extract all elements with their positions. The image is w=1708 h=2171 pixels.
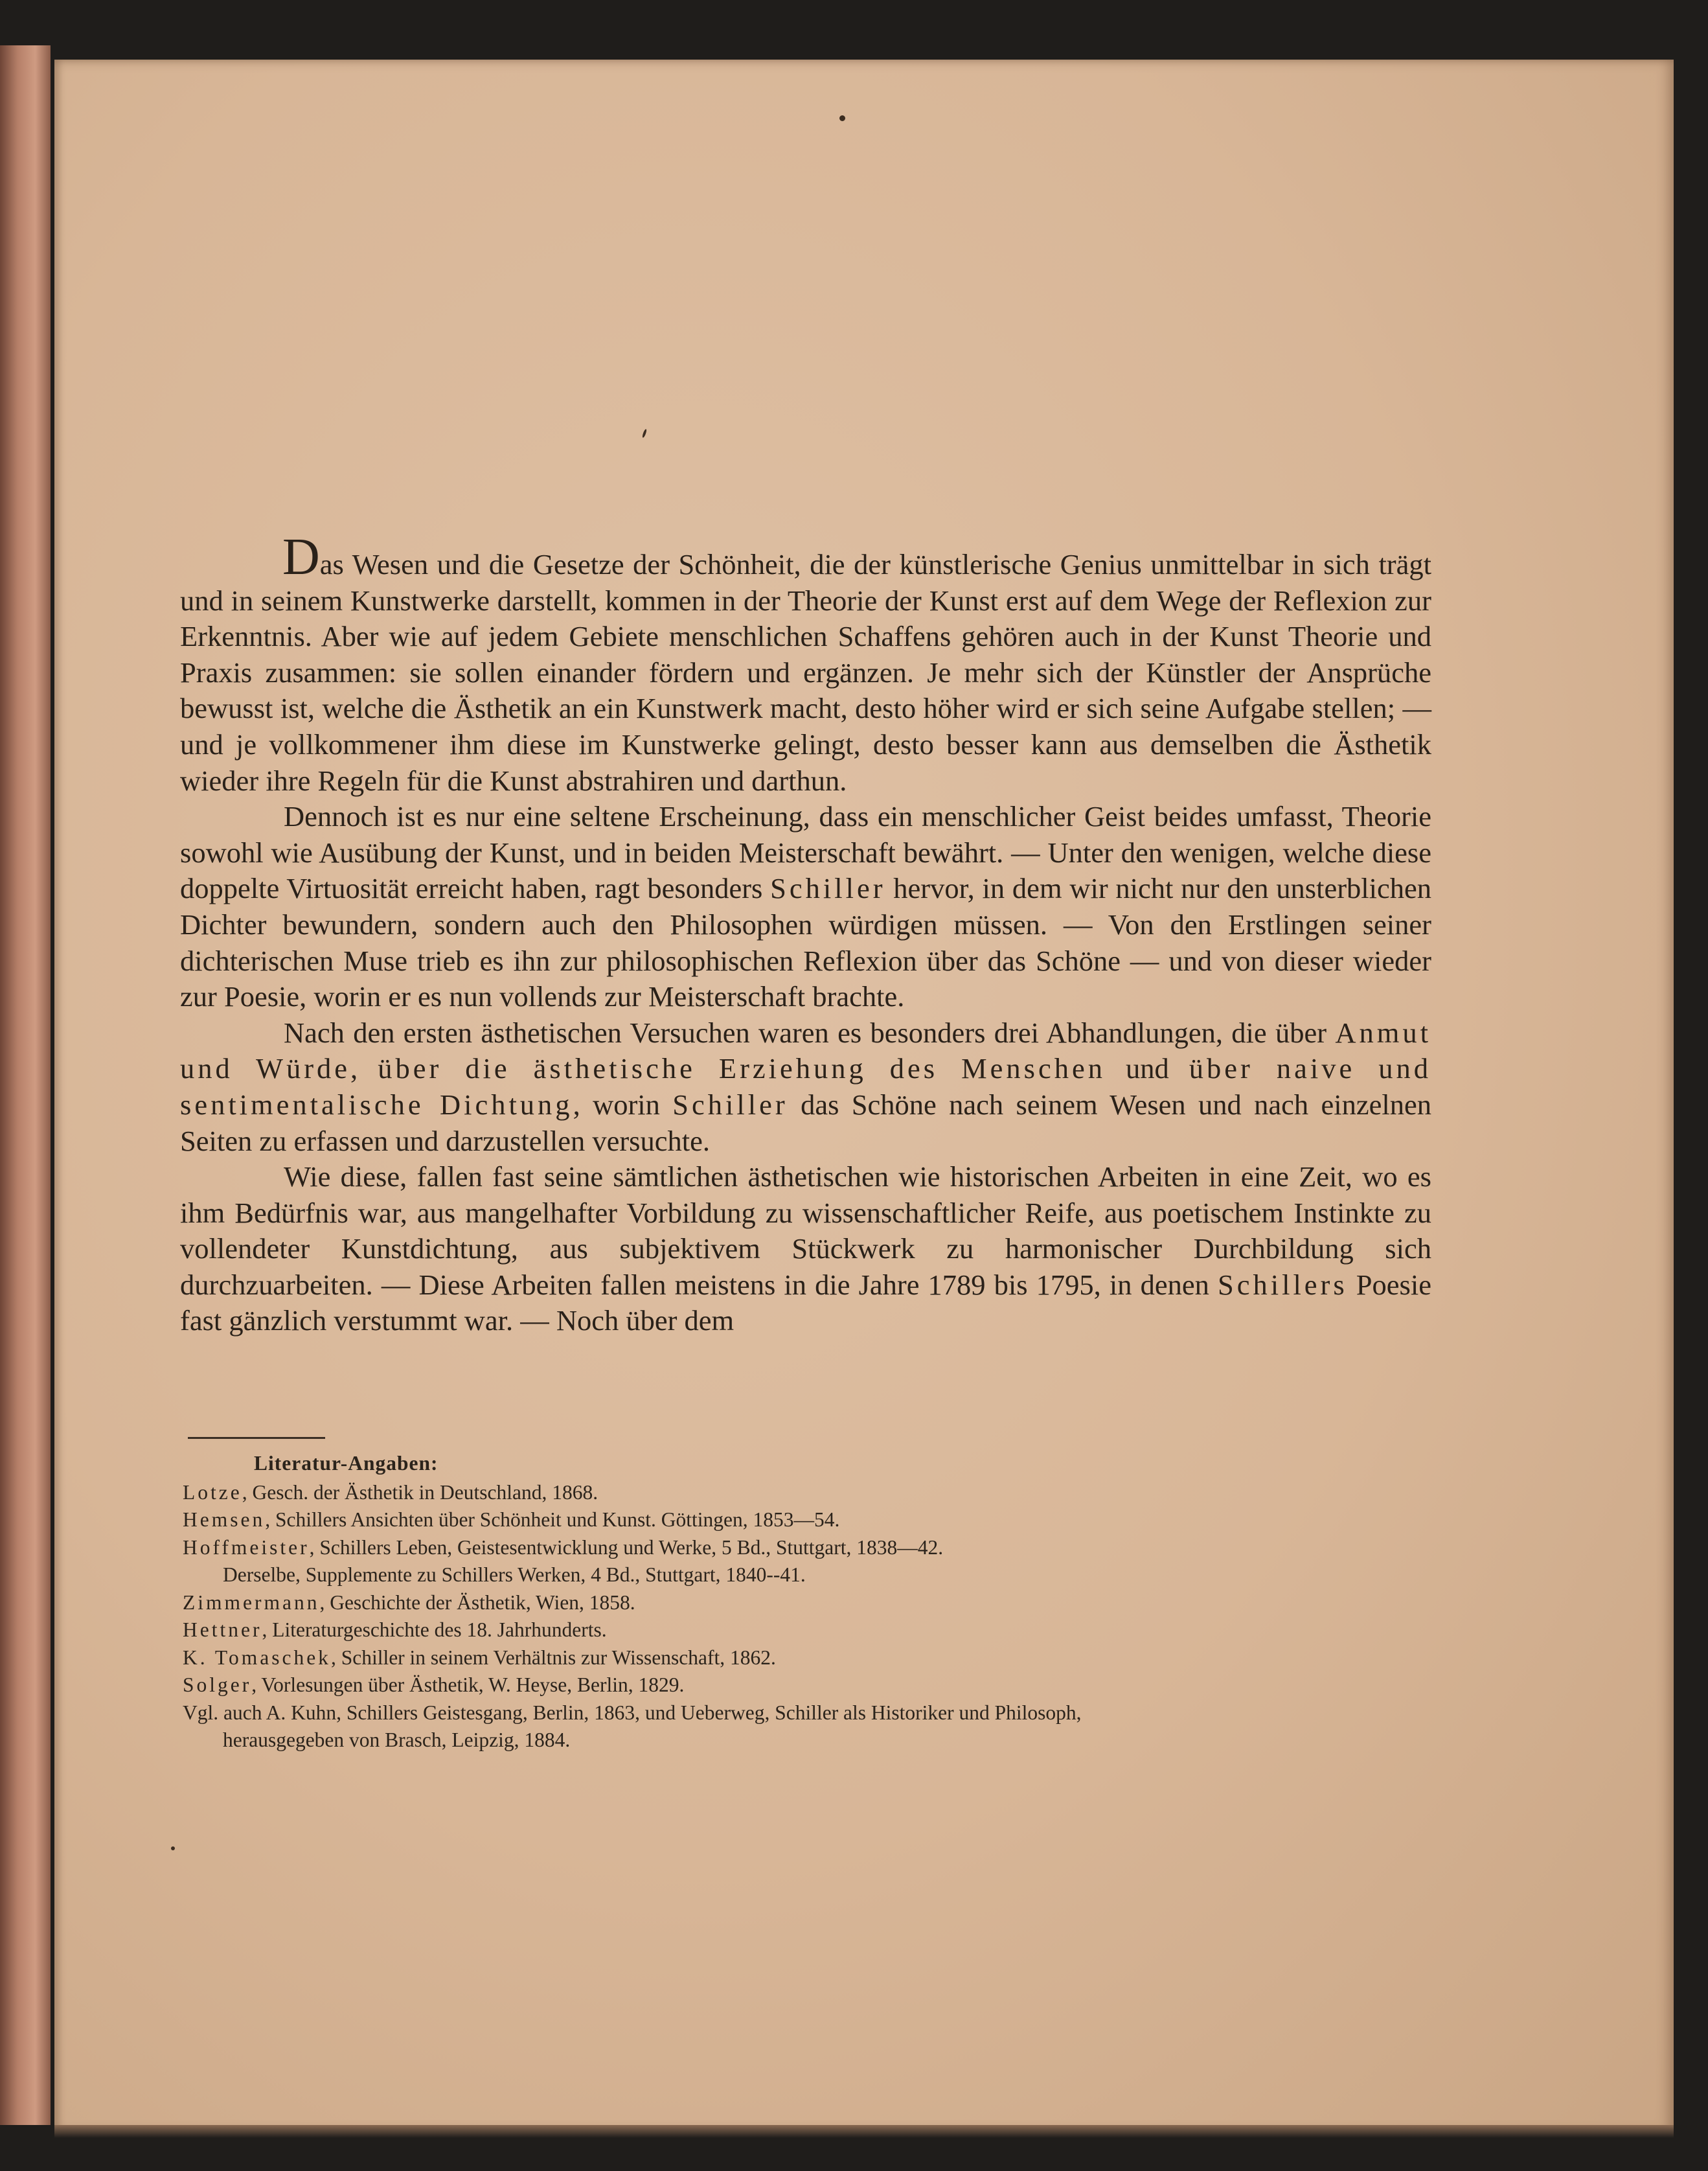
body-text bbox=[180, 529, 1432, 1339]
ink-speck bbox=[839, 115, 845, 121]
text-run: Dennoch ist es nur eine seltene Erscheinung, dass ein menschlicher Geist beides umfasst, Theorie sowohl wie Ausübung der Kunst, und in beiden Meisterschaft bewährt. — Unter den wenigen, welche diese doppelte Virtuosität erreicht haben, ragt besonders bbox=[180, 800, 1431, 905]
emphasized-text: Anmut und Würde bbox=[180, 1016, 1431, 1085]
text-run: und bbox=[1106, 1052, 1189, 1085]
footnote-entry bbox=[183, 1699, 1439, 1727]
footnote-entry bbox=[183, 1589, 1439, 1617]
footnote-entry bbox=[183, 1534, 1439, 1562]
footnote-text: Vgl. auch A. Kuhn, Schillers Geistesgang, Berlin, 1863, und Ueberweg, Schiller als Historiker und Philosoph, bbox=[183, 1701, 1082, 1724]
text-run: Poesie fast gänzlich verstummt war. — Noch über dem bbox=[180, 1268, 1431, 1337]
footnote-text: , Literaturgeschichte des 18. Jahrhunderts. bbox=[262, 1618, 607, 1641]
footnote-heading: Literatur-Angaben: bbox=[254, 1452, 438, 1475]
paragraph bbox=[180, 529, 1431, 799]
footnote-entry bbox=[183, 1671, 1439, 1699]
footnote-text: Derselbe, Supplemente zu Schillers Werken, 4 Bd., Stuttgart, 1840--41. bbox=[223, 1563, 806, 1586]
adjacent-page-edge bbox=[0, 45, 51, 2125]
footnote-entry bbox=[183, 1644, 1439, 1672]
footnote-text: , Vorlesungen über Ästhetik, W. Heyse, Berlin, 1829. bbox=[251, 1673, 685, 1696]
footnote-entry bbox=[183, 1561, 1439, 1589]
emphasized-text: Schiller bbox=[770, 872, 886, 905]
footnote-author: Hemsen bbox=[183, 1508, 266, 1531]
emphasized-text: Schiller bbox=[672, 1088, 788, 1121]
footnote-text: , Schillers Ansichten über Schönheit und Kunst. Göttingen, 1853—54. bbox=[265, 1508, 840, 1531]
text-run: das Schöne nach seinem Wesen und nach einzelnen Seiten zu erfassen und darzustellen versuchte. bbox=[180, 1088, 1431, 1157]
text-run: Wie diese, fallen fast seine sämtlichen ästhetischen wie historischen Arbeiten in eine Zeit, wo es ihm Bedürfnis war, aus mangelhafter Vorbildung zu wissenschaftlicher Reife, aus poetischem Instinkte zu vollendeter Kunstdichtung, aus subjektivem Stückwerk zu harmonischer Durchbildung sich durchzuarbeiten. — Diese Arbeiten fallen meistens in die Jahre 1789 bis 1795, in denen bbox=[180, 1160, 1431, 1301]
emphasized-text: über naive und sentimentalische Dichtung bbox=[180, 1052, 1431, 1121]
footnote-author: Zimmermann bbox=[183, 1591, 320, 1614]
text-run: as Wesen und die Gesetze der Schönheit, die der künstlerische Genius unmittelbar in sich trägt und in seinem Kunstwerke darstellt, kommen in der Theorie der Kunst erst auf dem Wege der Reflexion zur Erkenntnis. Aber wie auf jedem Gebiete menschlichen Schaffens gehören auch in der Kunst Theorie und Praxis zusammen: sie sollen einander fördern und ergänzen. Je mehr sich der Künstler der Ansprüche bewusst ist, welche die Ästhetik an ein Kunstwerk macht, desto höher wird er sich seine Aufgabe stellen; — und je vollkommener ihm diese im Kunstwerke gelingt, desto besser kann aus demselben die Ästhetik wieder ihre Regeln für die Kunst abstrahiren und darthun. bbox=[180, 548, 1431, 797]
ink-speck bbox=[171, 1846, 175, 1850]
text-run: , bbox=[350, 1052, 378, 1085]
page-bottom-shadow bbox=[54, 2125, 1674, 2138]
footnote-author: Hettner bbox=[183, 1618, 262, 1641]
footnote-text: , Schiller in seinem Verhältnis zur Wissenschaft, 1862. bbox=[330, 1646, 776, 1669]
paragraph bbox=[180, 1159, 1431, 1339]
footnote-text: herausgegeben von Brasch, Leipzig, 1884. bbox=[223, 1729, 571, 1751]
emphasized-text: über die ästhetische Erziehung des Menschen bbox=[378, 1052, 1106, 1085]
footnote-author: Solger bbox=[183, 1673, 252, 1696]
footnote-text: , Geschichte der Ästhetik, Wien, 1858. bbox=[319, 1591, 635, 1614]
text-run: Nach den ersten ästhetischen Versuchen waren es besonders drei Abhandlungen, die über bbox=[284, 1016, 1336, 1049]
drop-cap: D bbox=[282, 529, 320, 586]
footnotes bbox=[183, 1450, 1439, 1754]
footnote-entry bbox=[183, 1479, 1439, 1507]
footnote-list bbox=[183, 1479, 1439, 1754]
footnote-author: Hoffmeister bbox=[183, 1535, 310, 1559]
footnote-entry bbox=[183, 1727, 1439, 1754]
footnote-text: , Schillers Leben, Geistesentwicklung und Werke, 5 Bd., Stuttgart, 1838—42. bbox=[309, 1535, 944, 1559]
footnote-rule bbox=[188, 1437, 325, 1439]
paragraph bbox=[180, 799, 1431, 1015]
footnote-entry bbox=[183, 1616, 1439, 1644]
text-run: hervor, in dem wir nicht nur den unsterblichen Dichter bewundern, sondern auch den Philosophen würdigen müssen. — Von den Erstlingen seiner dichterischen Muse trieb es ihn zur philosophischen Reflexion über das Schöne — und von dieser wieder zur Poesie, worin er es nun vollends zur Meisterschaft brachte. bbox=[180, 872, 1432, 1013]
paragraph bbox=[180, 1015, 1431, 1159]
emphasized-text: Schillers bbox=[1217, 1268, 1348, 1301]
footnote-entry bbox=[183, 1506, 1439, 1534]
footnote-author: K. Tomaschek bbox=[183, 1646, 331, 1669]
text-run: , worin bbox=[573, 1088, 673, 1121]
footnote-author: Lotze bbox=[183, 1480, 242, 1504]
footnote-text: , Gesch. der Ästhetik in Deutschland, 1868. bbox=[242, 1480, 598, 1504]
